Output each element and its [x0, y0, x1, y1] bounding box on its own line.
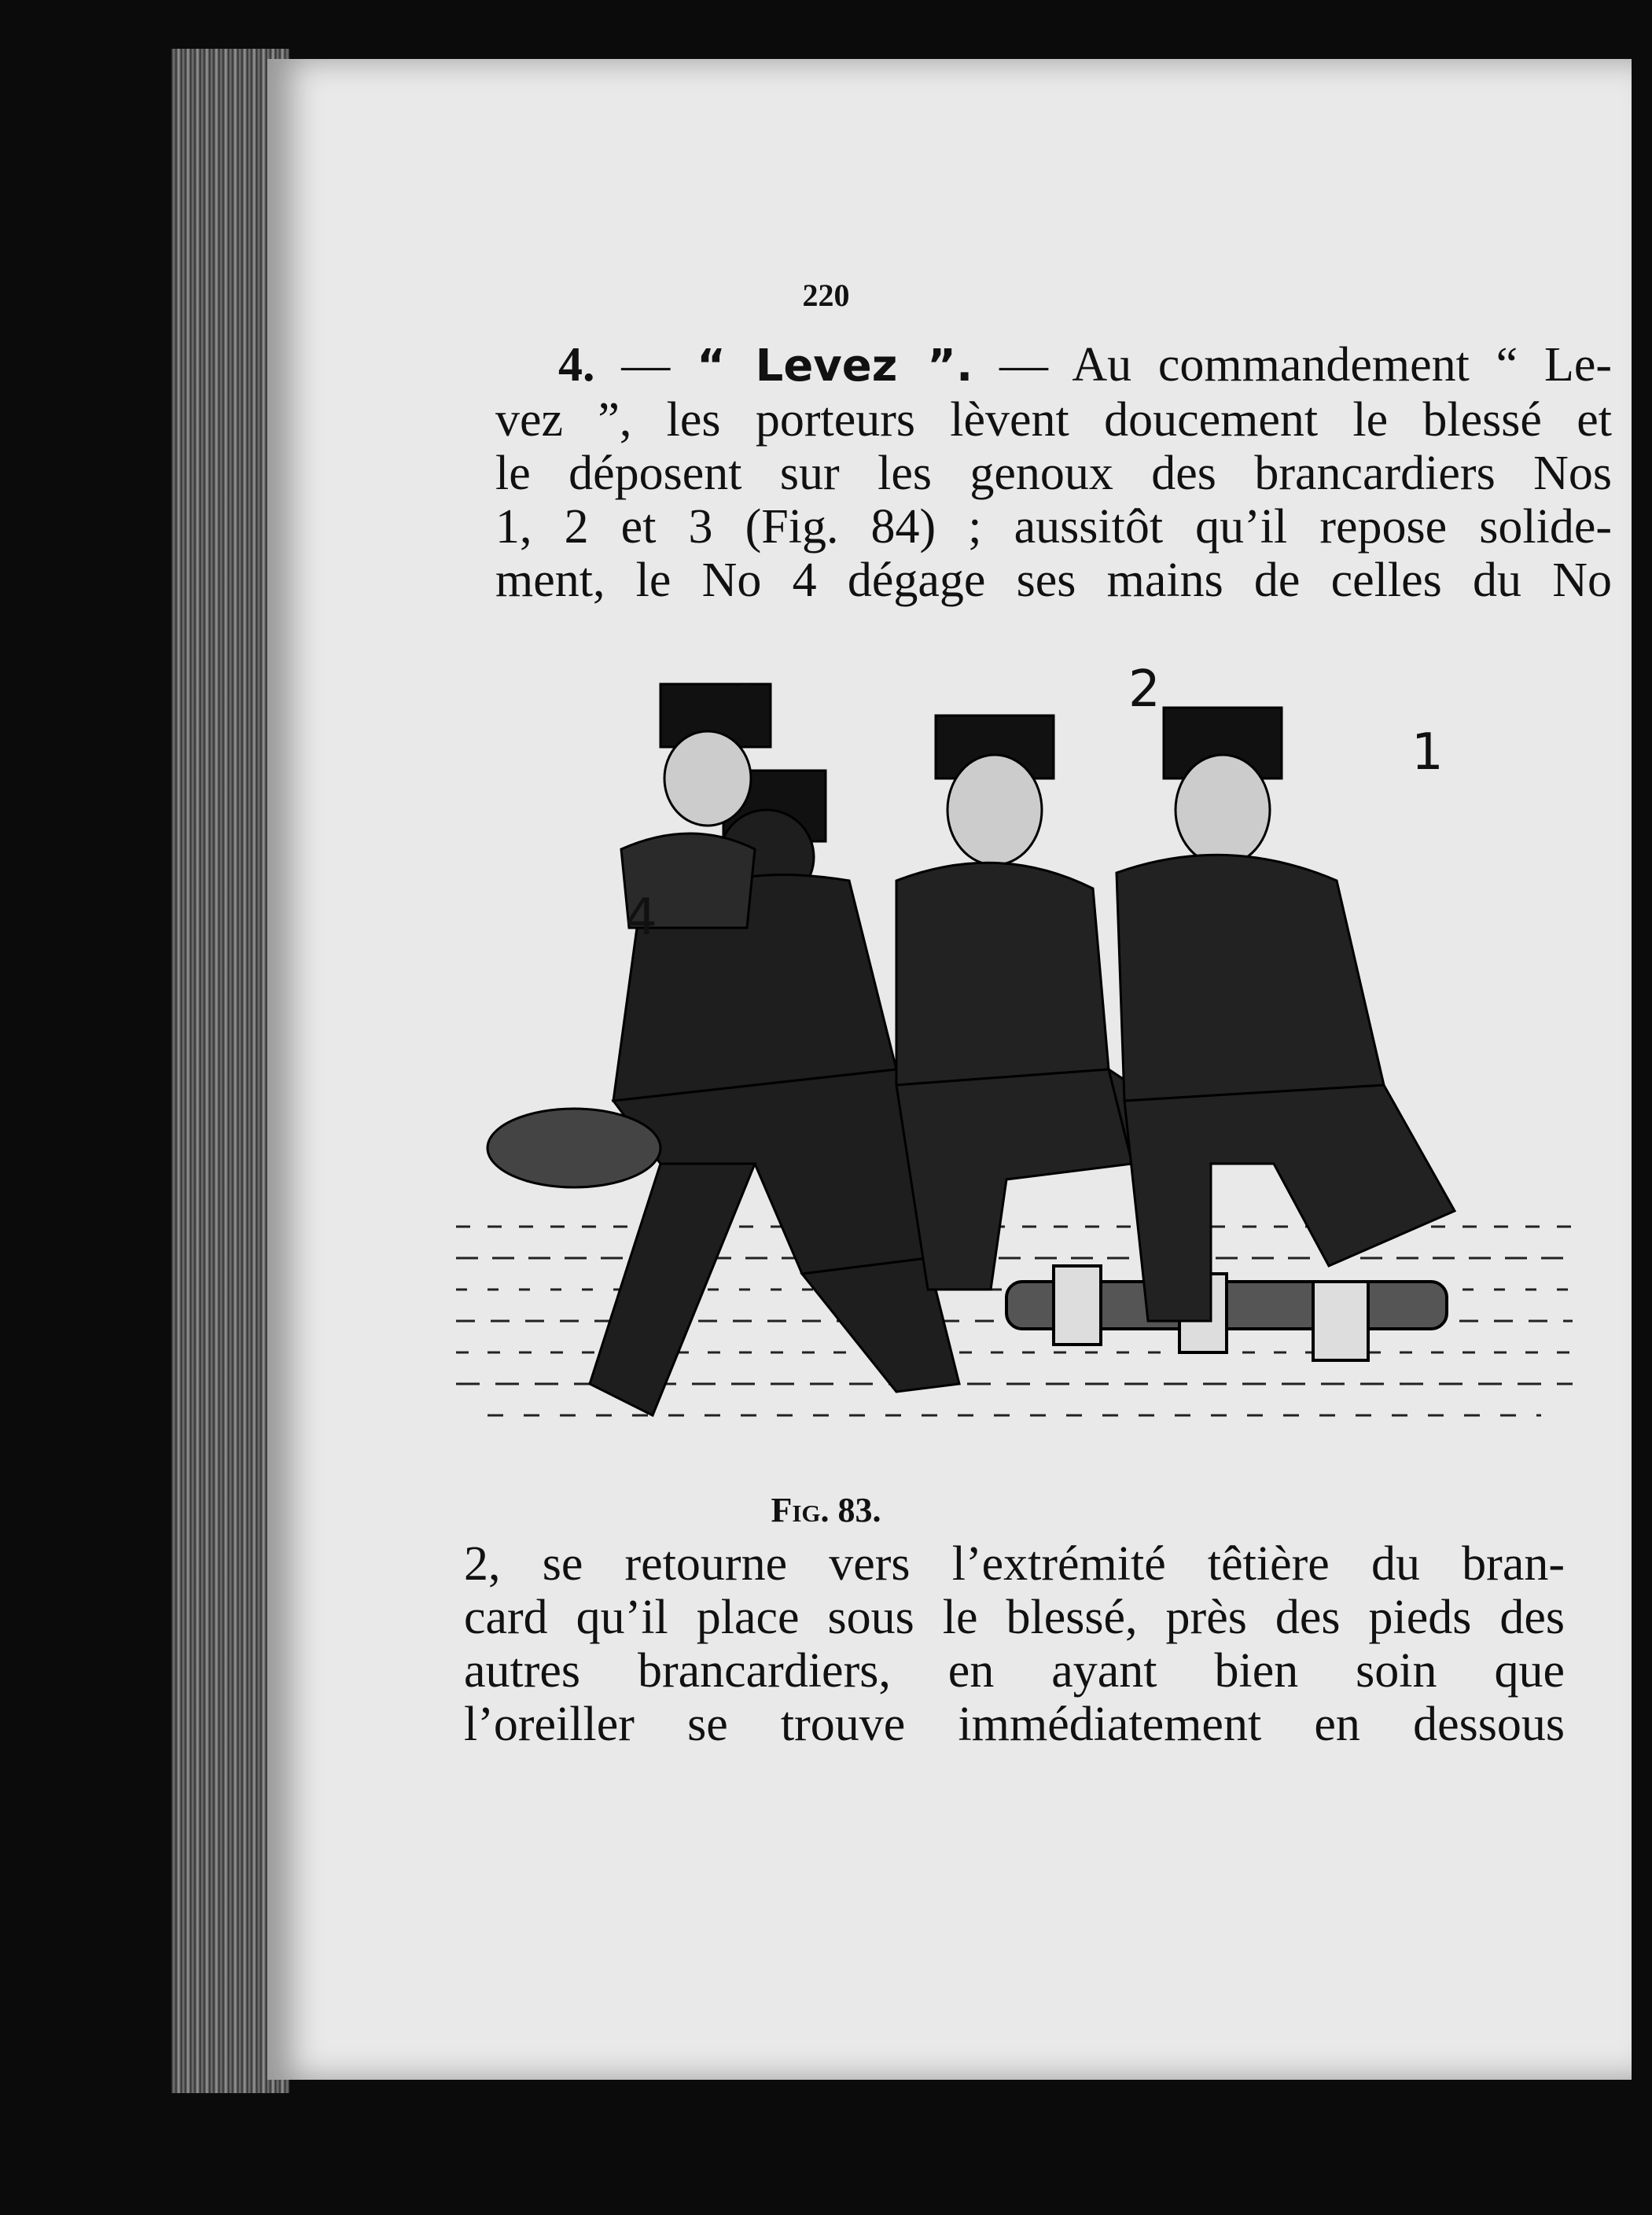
soldier-1 [1117, 708, 1455, 1321]
figure-caption: Fig. 83. [771, 1491, 881, 1529]
page-number: 220 [802, 278, 850, 313]
heading-dash: — [594, 338, 697, 392]
paragraph-top-line-2: vez ”, les porteurs lèvent doucement le blessé et [495, 393, 1612, 447]
paragraph-bottom-line-2: card qu’il place sous le blessé, près des pieds des [464, 1591, 1565, 1644]
figure-label-3: 3 [731, 676, 763, 734]
paragraph-bottom [464, 1537, 1565, 1751]
paragraph-top-line-3: le déposent sur les genoux des brancardiers Nos [495, 447, 1612, 500]
paragraph-bottom-line-1: 2, se retourne vers l’extrémité têtière du bran- [464, 1537, 1565, 1591]
soldier-2 [896, 716, 1156, 1290]
heading-title: “ Levez ”. [697, 340, 973, 392]
paragraph-top-text-1: — Au commandement “ Le- [973, 338, 1613, 392]
paragraph-top-line-5: ment, le No 4 dégage ses mains de celles du No [495, 554, 1612, 607]
paragraph-top [495, 338, 1612, 607]
stretcher-bearers-illustration [456, 660, 1573, 1478]
paragraph-top-line-4: 1, 2 et 3 (Fig. 84) ; aussitôt qu’il repose solide- [495, 500, 1612, 554]
figure-label-1: 1 [1411, 723, 1444, 782]
figure-illustration [456, 660, 1573, 1478]
paragraph-bottom-line-3: autres brancardiers, en ayant bien soin que [464, 1644, 1565, 1698]
paragraph-bottom-line-4: l’oreiller se trouve immédiatement en dessous [464, 1698, 1565, 1751]
figure-label-2: 2 [1128, 660, 1161, 719]
heading-number: 4. [558, 338, 595, 392]
paragraph-top-line-1 [495, 338, 1612, 393]
figure-label-4: 4 [625, 889, 657, 947]
